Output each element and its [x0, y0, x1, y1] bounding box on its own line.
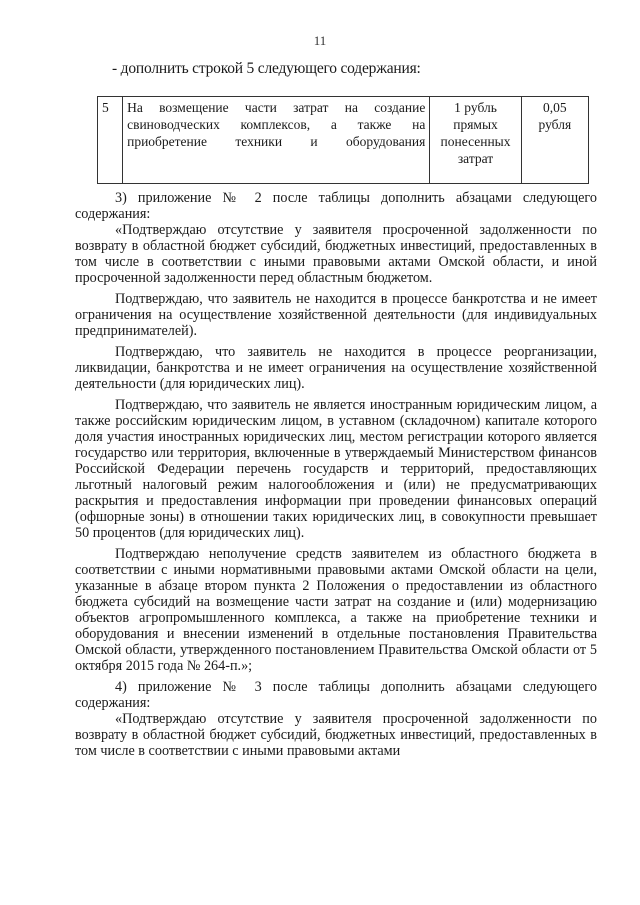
row-number-cell: 5	[98, 97, 123, 184]
paragraph: Подтверждаю, что заявитель не находится в процессе реорганизации, ликвидации, банкротства и не имеет ограничения на осуществление хозяйственной деятельности (для юридических лиц).	[75, 344, 597, 392]
amendment-table	[97, 96, 589, 184]
paragraph: Подтверждаю, что заявитель не находится в процессе банкротства и не имеет ограничения на осуществление хозяйственной деятельности (для индивидуальных предпринимателей).	[75, 291, 597, 339]
intro-line: - дополнить строкой 5 следующего содержания:	[112, 60, 421, 77]
row-description: На возмещение части затрат на создание свиноводческих комплексов, а также на приобретение техники и оборудования	[127, 100, 426, 149]
table-row	[98, 97, 589, 184]
row-description-cell	[123, 97, 430, 184]
paragraph: Подтверждаю неполучение средств заявителем из областного бюджета в соответствии с иными нормативными правовыми актами Омской области на цели, указанные в абзаце втором пункта 2 Положения о предоставлении из областного бюджета субсидий на возмещение части затрат на создание и (или) модернизацию объектов агропромышленного комплекса, а также на приобретение техники и оборудования и внесении изменений в отдельные постановления Правительства Омской области, утвержденного постановлением Правительства Омской области от 5 октября 2015 года № 264-п.»;	[75, 546, 597, 674]
paragraph: «Подтверждаю отсутствие у заявителя просроченной задолженности по возврату в областной бюджет субсидий, бюджетных инвестиций, предоставленных в том числе в соответствии с иными правовыми актами Омской области, и иной просроченной задолженности перед областным бюджетом.	[75, 222, 597, 286]
body-text	[75, 190, 597, 759]
row-rate-cell: 1 рубль прямых понесенных затрат	[430, 97, 521, 184]
row-value-cell: 0,05 рубля	[521, 97, 588, 184]
paragraph: 4) приложение № 3 после таблицы дополнить абзацами следующего содержания:	[75, 679, 597, 711]
paragraph: 3) приложение № 2 после таблицы дополнить абзацами следующего содержания:	[75, 190, 597, 222]
paragraph: Подтверждаю, что заявитель не является иностранным юридическим лицом, а также российским юридическим лицом, в уставном (складочном) капитале которого доля участия иностранных юридических лиц, местом регистрации которого является государство или территория, включенные в утверждаемый Министерством финансов Российской Федерации перечень государств и территорий, предоставляющих льготный налоговый режим налогообложения и (или) не предусматривающих раскрытия и предоставления информации при проведении финансовых операций (офшорные зоны) в отношении таких юридических лиц, в совокупности превышает 50 процентов (для юридических лиц).	[75, 397, 597, 541]
paragraph: «Подтверждаю отсутствие у заявителя просроченной задолженности по возврату в областной бюджет субсидий, бюджетных инвестиций, предоставленных в том числе в соответствии с иными правовыми актами	[75, 711, 597, 759]
page-number: 11	[313, 33, 327, 48]
